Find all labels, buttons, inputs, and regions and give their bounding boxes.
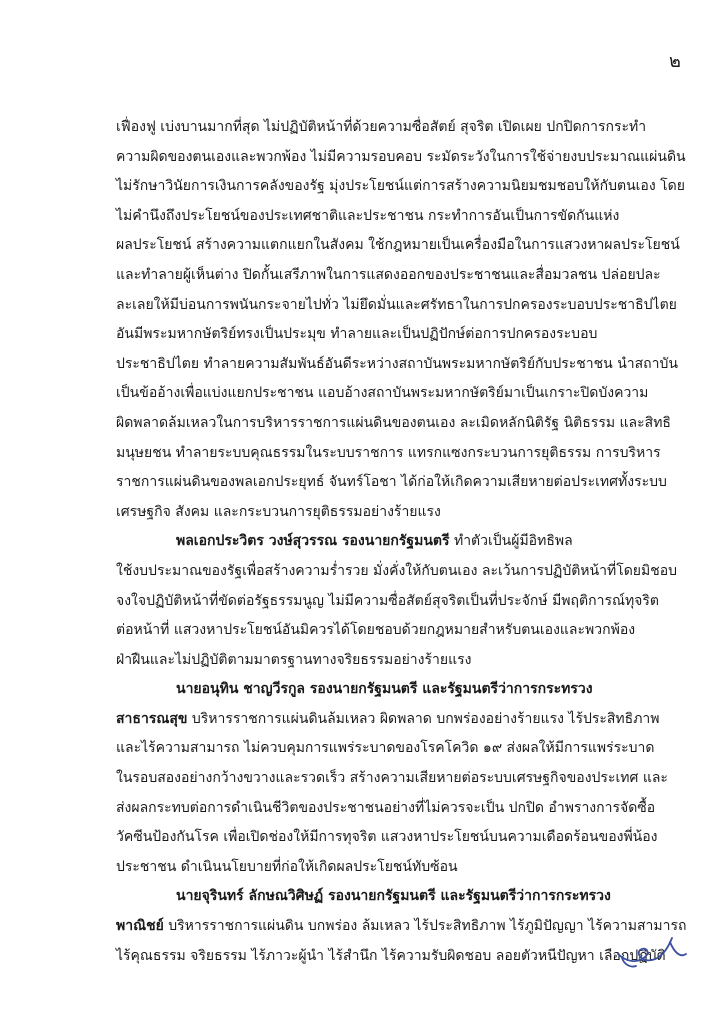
- text-line: ละเลยให้มีบ่อนการพนันกระจายไปทั่ว ไม่ยึดมั่นและศรัทธาในการปกครองระบอบประชาธิปไตย: [116, 296, 677, 313]
- text-line: ความผิดของตนเองและพวกพ้อง ไม่มีความรอบคอบ ระมัดระวังในการใช้จ่ายงบประมาณแผ่นดิน: [116, 148, 686, 165]
- text-line: ไม่คำนึงถึงประโยชน์ของประเทศชาติและประชาชน กระทำการอันเป็นการขัดกันแห่ง: [116, 207, 620, 224]
- text-line: ประชาธิปไตย ทำลายความสัมพันธ์อันดีระหว่างสถาบันพระมหากษัตริย์กับประชาชน นำสถาบัน: [116, 355, 678, 372]
- person-name: พลเอกประวิตร วงษ์สุวรรณ รองนายกรัฐมนตรี: [176, 533, 450, 550]
- text-line: ผิดพลาดล้มเหลวในการบริหารราชการแผ่นดินของตนเอง ละเมิดหลักนิติรัฐ นิติธรรม และสิทธิ: [116, 414, 671, 431]
- person-name: นายอนุทิน ชาญวีรกูล รองนายกรัฐมนตรี และรัฐมนตรีว่าการกระทรวง: [176, 681, 593, 698]
- text-line: ส่งผลกระทบต่อการดำเนินชีวิตของประชาชนอย่างที่ไม่ควรจะเป็น ปกปิด อำพรางการจัดซื้อ: [116, 799, 656, 816]
- text-line: เศรษฐกิจ สังคม และกระบวนการยุติธรรมอย่างร้ายแรง: [116, 503, 441, 520]
- text-fragment: ทำตัวเป็นผู้มีอิทธิพล: [449, 533, 573, 550]
- text-line: ไร้คุณธรรม จริยธรรม ไร้ภาวะผู้นำ ไร้สำนึก ไร้ความรับผิดชอบ ลอยตัวหนีปัญหา เลือกปฏิบัติ: [116, 947, 666, 964]
- text-line: เป็นข้ออ้างเพื่อแบ่งแยกประชาชน แอบอ้างสถาบันพระมหากษัตริย์มาเป็นเกราะปิดบังความ: [116, 385, 649, 402]
- paragraph-heading-line: [116, 705, 664, 735]
- text-line: อันมีพระมหากษัตริย์ทรงเป็นประมุข ทำลายและเป็นปฏิปักษ์ต่อการปกครองระบอบ: [116, 326, 598, 343]
- ministry-name: พาณิชย์: [116, 918, 164, 935]
- text-line: ฝ่าฝืนและไม่ปฏิบัติตามมาตรฐานทางจริยธรรมอย่างร้ายแรง: [116, 651, 472, 668]
- text-line: และทำลายผู้เห็นต่าง ปิดกั้นเสรีภาพในการแสดงออกของประชาชนและสื่อมวลชน ปล่อยปละ: [116, 266, 661, 283]
- document-body: [116, 113, 687, 971]
- ministry-name: สาธารณสุข: [116, 710, 188, 727]
- text-line: และไร้ความสามารถ ไม่ควบคุมการแพร่ระบาดของโรคโควิด ๑๙ ส่งผลให้มีการแพร่ระบาด: [116, 740, 655, 757]
- person-name: นายจุรินทร์ ลักษณวิศิษฏ์ รองนายกรัฐมนตรี และรัฐมนตรีว่าการกระทรวง: [176, 888, 611, 905]
- text-line: ผลประโยชน์ สร้างความแตกแยกในสังคม ใช้กฎหมายเป็นเครื่องมือในการแสวงหาผลประโยชน์: [116, 237, 680, 254]
- text-line: วัคซีนป้องกันโรค เพื่อเปิดช่องให้มีการทุจริต แสวงหาประโยชน์บนความเดือดร้อนของพี่น้อง: [116, 829, 658, 846]
- text-line: ใช้งบประมาณของรัฐเพื่อสร้างความร่ำรวย มั่งคั่งให้กับตนเอง ละเว้นการปฏิบัติหน้าที่โดยมิชอบ: [116, 562, 678, 579]
- text-line: มนุษยชน ทำลายระบบคุณธรรมในระบบราชการ แทรกแซงกระบวนการยุติธรรม การบริหาร: [116, 444, 661, 461]
- text-line: ไม่รักษาวินัยการเงินการคลังของรัฐ มุ่งประโยชน์แต่การสร้างความนิยมชมชอบให้กับตนเอง โดย: [116, 178, 685, 195]
- paragraph-heading-line: [116, 527, 664, 557]
- text-line: เฟื่องฟู เบ่งบานมากที่สุด ไม่ปฏิบัติหน้าที่ด้วยความซื่อสัตย์ สุจริต เปิดเผย ปกปิดการกระทำ: [116, 119, 647, 135]
- text-fragment: บริหารราชการแผ่นดินล้มเหลว ผิดพลาด บกพร่องอย่างร้ายแรง ไร้ประสิทธิภาพ: [187, 710, 660, 727]
- paragraph-heading-line: [116, 912, 687, 942]
- text-line: ประชาชน ดำเนินนโยบายที่ก่อให้เกิดผลประโยชน์ทับซ้อน: [116, 858, 458, 875]
- page-number: ๒: [669, 51, 681, 72]
- text-line: จงใจปฏิบัติหน้าที่ขัดต่อรัฐธรรมนูญ ไม่มีความซื่อสัตย์สุจริตเป็นที่ประจักษ์ มีพฤติการณ์ทุจริต: [116, 592, 659, 609]
- handwritten-signature: [612, 928, 692, 973]
- text-fragment: บริหารราชการแผ่นดิน บกพร่อง ล้มเหลว ไร้ประสิทธิภาพ ไร้ภูมิปัญญา ไร้ความสามารถ: [163, 918, 687, 935]
- text-line: ราชการแผ่นดินของพลเอกประยุทธ์ จันทร์โอชา ได้ก่อให้เกิดความเสียหายต่อประเทศทั้งระบบ: [116, 474, 667, 491]
- text-line: ในรอบสองอย่างกว้างขวางและรวดเร็ว สร้างความเสียหายต่อระบบเศรษฐกิจของประเทศ และ: [116, 770, 668, 787]
- text-line: ต่อหน้าที่ แสวงหาประโยชน์อันมิควรได้โดยชอบด้วยกฎหมายสำหรับตนเองและพวกพ้อง: [116, 622, 636, 639]
